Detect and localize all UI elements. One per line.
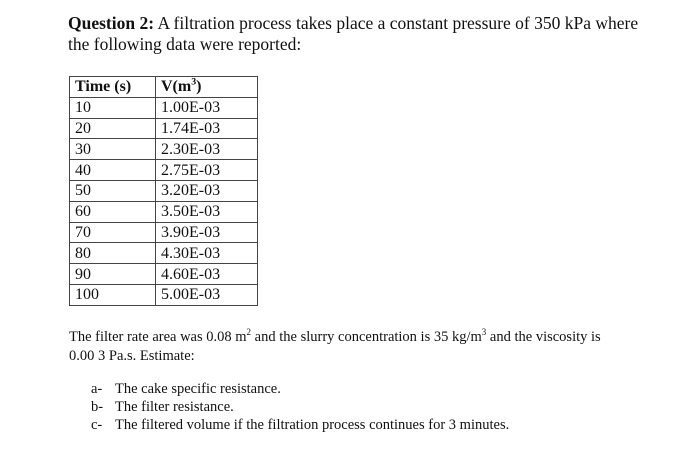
problem-paragraph: The filter rate area was 0.08 $m^2$ and the slurry concentration is 35 $kg/m^3$ and the viscosity is 0.00 3 Pa.s. Estimate: [69, 327, 601, 364]
list-item-text: The cake specific resistance. [115, 381, 281, 397]
paragraph-line-2: 0.00 3 Pa.s. Estimate: [69, 348, 195, 364]
volume-column-header: $V(m^3)$ [156, 77, 258, 98]
volume-cell: 5.00E-03 [156, 284, 258, 305]
volume-cell: 2.75E-03 [156, 160, 258, 181]
table-row [70, 243, 258, 264]
table-row [70, 139, 258, 160]
volume-cell: 1.00E-03 [156, 97, 258, 118]
table-row [70, 118, 258, 139]
table-row [70, 201, 258, 222]
table-row [70, 97, 258, 118]
time-column-header: Time (s) [70, 77, 156, 98]
list-item-text: The filtered volume if the filtration process continues for 3 minutes. [115, 417, 510, 433]
list-item [91, 380, 509, 398]
table-row [70, 160, 258, 181]
volume-cell: 3.20E-03 [156, 180, 258, 201]
list-marker: c- [91, 417, 103, 433]
table-row [70, 222, 258, 243]
table-row [70, 284, 258, 305]
question-text [68, 13, 668, 55]
time-cell: 10 [70, 97, 156, 118]
volume-cell: 4.60E-03 [156, 264, 258, 285]
time-cell: 90 [70, 264, 156, 285]
volume-cell: 2.30E-03 [156, 139, 258, 160]
question-line-1: A filtration process takes place a constant pressure of 350 kPa where [157, 13, 639, 33]
table-row [70, 180, 258, 201]
volume-cell: 4.30E-03 [156, 243, 258, 264]
list-item [91, 398, 509, 416]
time-cell: 60 [70, 201, 156, 222]
data-table [69, 76, 258, 306]
volume-cell: 3.50E-03 [156, 201, 258, 222]
time-cell: 30 [70, 139, 156, 160]
table-header-row [70, 77, 258, 98]
time-cell: 40 [70, 160, 156, 181]
time-cell: 50 [70, 180, 156, 201]
time-cell: 70 [70, 222, 156, 243]
list-item-text: The filter resistance. [115, 399, 234, 415]
question-line-2: the following data were reported: [68, 34, 302, 54]
volume-cell: 3.90E-03 [156, 222, 258, 243]
list-marker: a- [91, 381, 103, 397]
question-label: Question 2: [68, 13, 155, 33]
task-list [91, 380, 509, 434]
volume-cell: 1.74E-03 [156, 118, 258, 139]
time-cell: 100 [70, 284, 156, 305]
time-cell: 20 [70, 118, 156, 139]
table-row [70, 264, 258, 285]
list-marker: b- [91, 399, 104, 415]
list-item [91, 416, 509, 434]
time-cell: 80 [70, 243, 156, 264]
